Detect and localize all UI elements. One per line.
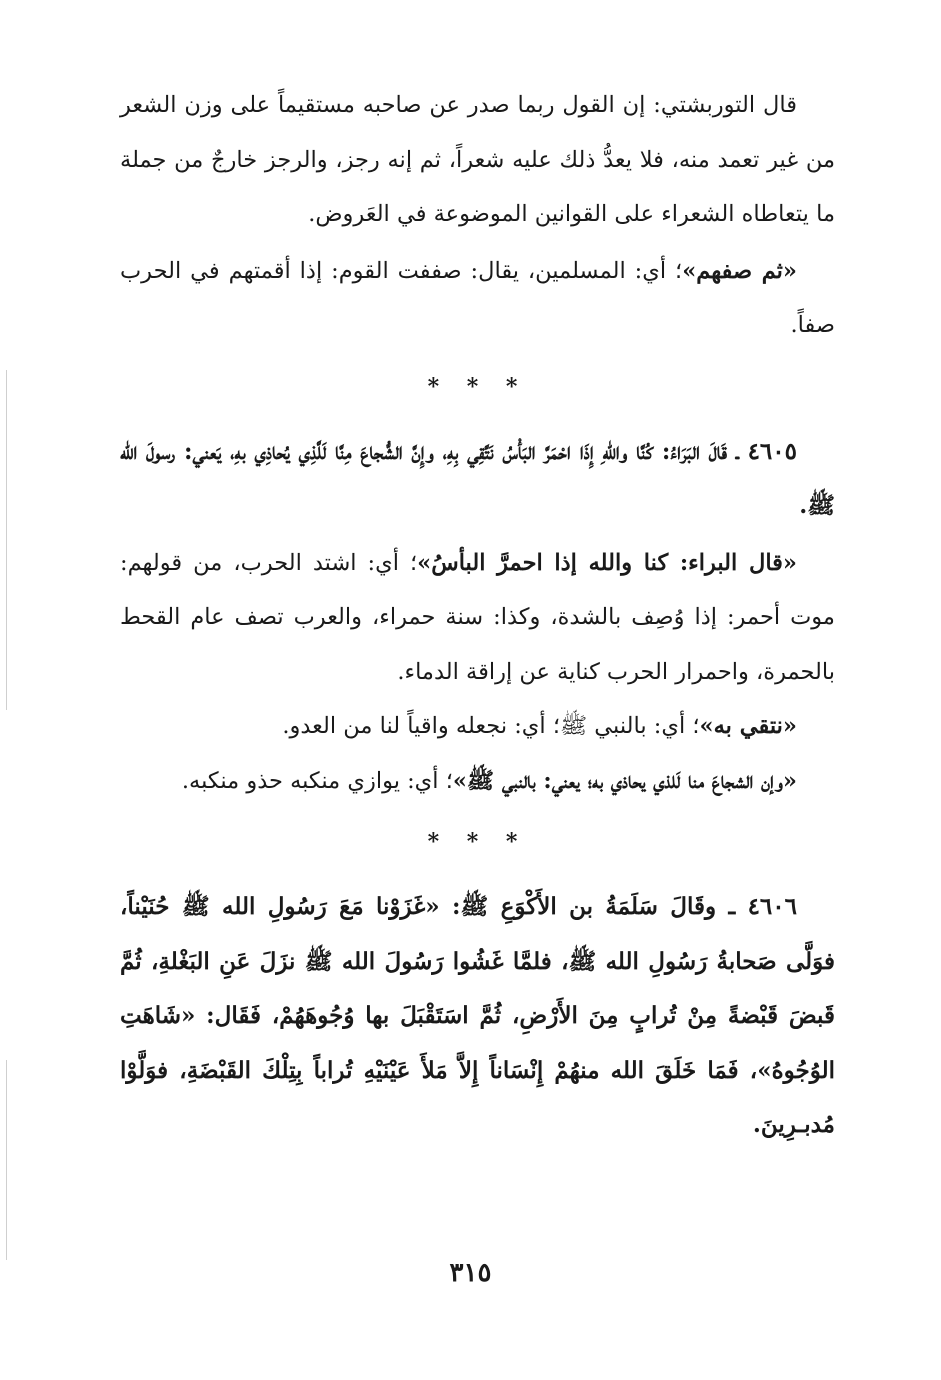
quoted-phrase: «ثم صفهم» xyxy=(682,257,797,284)
scan-edge-line xyxy=(6,370,7,710)
section-separator: * * * xyxy=(427,373,528,400)
page-number: ٣١٥ xyxy=(449,1258,492,1288)
quoted-phrase: «وإن الشجاعَ منا لَلذي يحاذي به؛ يعني: بالنبي ﷺ» xyxy=(452,767,797,794)
commentary-text: ؛ أي: بالنبي ﷺ؛ أي: نجعله واقياً لنا من العدو. xyxy=(282,713,700,739)
hadith-text: ٤٦٠٥ ـ قَالَ البَرَاءُ: كُنَّا واللهِ إِذَا احْمَرَّ البَأْسُ نَتَّقِي بِهِ، وإِنَّ الشُّجاعَ مِنَّا لَلَّذِي يُحاذِي بهِ، يَعني: رسولَ الله ﷺ. xyxy=(120,437,835,519)
hadith-text: ٤٦٠٦ ـ وقَالَ سَلَمَةُ بن الأَكْوَعِ ﷺ: «غَزَوْنا مَعَ رَسُولِ الله ﷺ حُنَيْناً، فوَلَّى صَحابةُ رَسُولِ الله ﷺ، فلمَّا غَشُوا رَسُولَ الله ﷺ نزَلَ عَنِ البَغْلةِ، ثُمَّ قَبضَ قَبْضةً مِنْ تُرابٍ مِنَ الأَرْضِ، ثُمَّ اسَتَقْبَلَ بها وُجُوهَهُمْ، فَقَال: «شَاهَتِ الوُجُوهُ»، فَمَا خَلَقَ الله منهُمْ إِنْسَاناً إِلاَّ مَلأَ عَيْنَيْهِ تُراباً بِتِلْكَ القَبْضَةِ، فوَلَّوْا مُدبـرِينَ. xyxy=(120,893,835,1138)
hadith-4605 xyxy=(120,425,835,534)
commentary-paragraph xyxy=(120,754,835,809)
commentary-text: ؛ أي: اشتد الحرب، من قولهم: موت أحمر: إذا وُصِف بالشدة، وكذا: سنة حمراء، والعرب تصف عام القحط بالحمرة، واحمرار الحرب كناية عن إراقة الدماء. xyxy=(120,549,835,685)
commentary-paragraph xyxy=(120,536,835,700)
section-separator: * * * xyxy=(427,829,528,855)
commentary-paragraph xyxy=(120,78,835,242)
commentary-text: ؛ أي: يوازي منكبه حذو منكبه. xyxy=(181,767,453,794)
page-body xyxy=(120,78,835,1153)
scan-edge-line xyxy=(6,1060,7,1260)
commentary-text: قال التوربشتي: إن القول ربما صدر عن صاحبه مستقيماً على وزن الشعر من غير تعمد منه، فلا يعدُّ ذلك عليه شعراً، ثم إنه رجز، والرجز خارجٌ من جملة ما يتعاطاه الشعراء على القوانين الموضوعة في العَروض. xyxy=(120,92,835,227)
commentary-text: ؛ أي: المسلمين، يقال: صففت القوم: إذا أقمتهم في الحرب صفاً. xyxy=(120,257,835,338)
quoted-phrase: «نتقي به» xyxy=(699,713,797,739)
commentary-paragraph xyxy=(120,244,835,353)
commentary-paragraph xyxy=(120,699,835,754)
quoted-phrase: «قال البراء: كنا والله إذا احمرَّ البأسُ» xyxy=(417,549,797,576)
hadith-4606 xyxy=(120,880,835,1153)
